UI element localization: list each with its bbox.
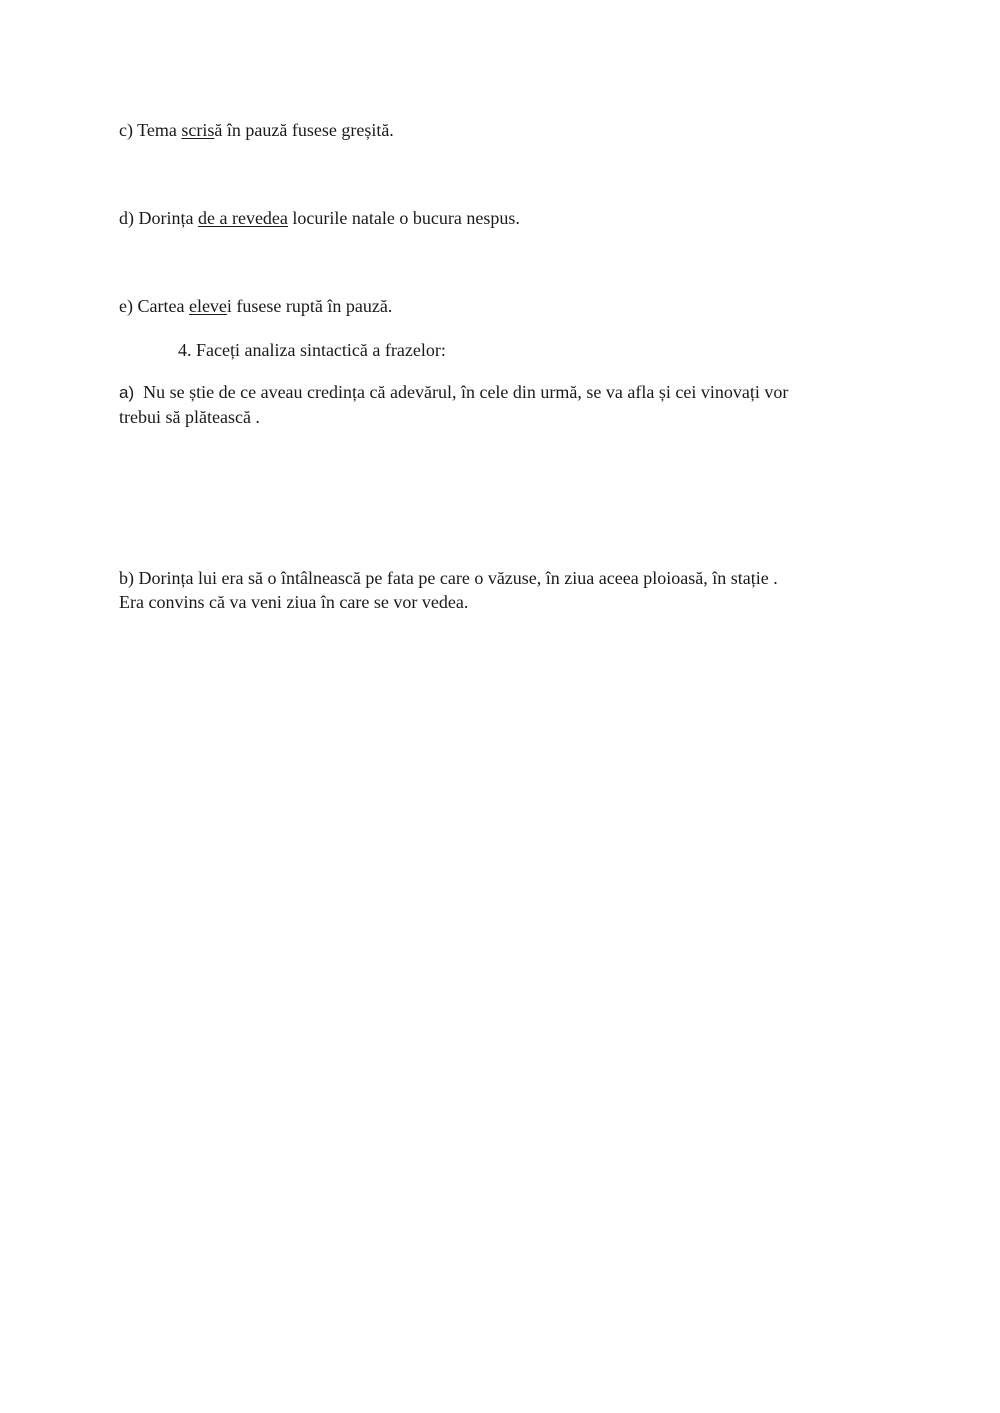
sentence-c-prefix: c) Tema — [119, 120, 182, 140]
sentence-4b-line2: Era convins că va veni ziua în care se vor vedea. — [119, 592, 469, 612]
sentence-c — [119, 118, 394, 142]
sentence-4a-text-line1: Nu se știe de ce aveau credința că adevărul, în cele din urmă, se va afla și cei vinovați vor — [143, 382, 789, 402]
sentence-e-suffix: i fusese ruptă în pauză. — [226, 296, 393, 316]
sentence-e — [119, 294, 392, 318]
sentence-d-suffix: locurile natale o bucura nespus. — [287, 208, 520, 228]
sentence-4b — [119, 566, 879, 614]
sentence-d-prefix: d) Dorința — [119, 208, 198, 228]
sentence-4a-line2: trebui să plătească . — [119, 407, 260, 427]
sentence-c-suffix: ă în pauză fusese greșită. — [214, 120, 394, 140]
sentence-e-prefix: e) Cartea — [119, 296, 189, 316]
sentence-4a — [119, 380, 879, 429]
sentence-d — [119, 206, 520, 230]
exercise-4-heading: 4. Faceți analiza sintactică a frazelor: — [178, 340, 446, 360]
sentence-e-underlined: elevе — [188, 296, 227, 316]
sentence-4a-line1 — [119, 380, 879, 405]
sentence-4a-label: a) — [119, 383, 135, 402]
sentence-4b-line1: b) Dorința lui era să o întâlnească pe fata pe care o văzuse, în ziua aceea ploioasă, în stație . — [119, 568, 778, 588]
sentence-d-underlined: de a revedea — [197, 208, 288, 228]
sentence-c-underlined: scris — [181, 120, 215, 140]
